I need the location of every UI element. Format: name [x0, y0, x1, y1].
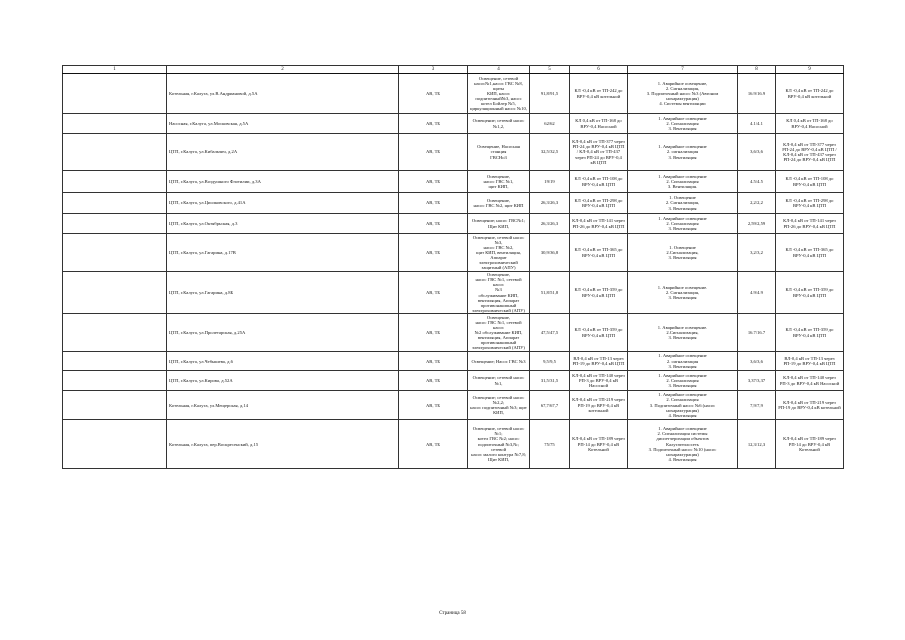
- cell-line: нохарактурация): [666, 96, 699, 102]
- table-row: [63, 214, 844, 234]
- alt-source-cell: КЛ-0,4 кВ от ТП-141 через РП-26 до ВРУ-0,4 кВ ЦТП: [776, 214, 844, 234]
- cell-line: Освещение; Насос ГВС №3: [471, 358, 526, 364]
- source-cell: КЛ-0,4 кВ от ТП-141 через РП-26 до ВРУ-0,4 кВ ЦТП: [570, 214, 628, 234]
- cell-line: 3. Подпиточный насос №10 (насос: [648, 446, 717, 452]
- equipment-cell: [468, 352, 530, 371]
- kw-cell: 16.7/16.7: [738, 314, 776, 352]
- row-empty-cell: [63, 272, 167, 314]
- kw-cell: 3,6/3,6: [738, 134, 776, 171]
- address-cell: ЦТП, г.Калуга, ул.Октябрьская, д.3: [167, 214, 399, 234]
- row-empty-cell: [63, 234, 167, 272]
- kw-cell: 4.1/4.1: [738, 114, 776, 134]
- cell-line: насос ГВС №1, сетевой насос: [475, 319, 522, 330]
- cell-line: вентиляция, Аппарат: [477, 335, 520, 341]
- cell-line: 1. Аварийное освещение: [658, 353, 707, 359]
- table-row: [63, 391, 844, 420]
- equipment-cell: [468, 171, 530, 193]
- cell-line: 1. Аварийное освещение: [658, 372, 707, 378]
- cell-line: котел ГВС №2; насос: [477, 436, 520, 442]
- cell-line: Освещение, сетевой насос №3,: [472, 234, 525, 245]
- cell-line: насос ГВС №2,: [483, 244, 514, 250]
- equipment-cell: [468, 134, 530, 171]
- address-cell: Котельная, г.Калуга, ул.В.Андриановой, д.5А: [167, 74, 399, 114]
- alt-source-cell: КЛ-0,4 кВ от ТП-140 через РП-3 до ВРУ-0,4 кВ Насосной: [776, 371, 844, 391]
- equipment-cell: [468, 74, 530, 114]
- equipment-cell: [468, 391, 530, 420]
- address-cell: ЦТП, г.Калуга, ул.Воздушного Флотилии, д.3А: [167, 171, 399, 193]
- address-cell: Котельная, г.Калуга, пер.Воскресенский, д.15: [167, 420, 399, 469]
- source-cell: КЛ -0,4 кВ от ТП-298 до ВРУ-0,4 кВ ЦТП: [570, 193, 628, 214]
- cell-line: 3. Вентиляция: [668, 363, 697, 369]
- cell-line: 2. Сигнализация: [666, 397, 699, 403]
- table-row: [63, 171, 844, 193]
- cell-line: №2 обслуживание КИП,: [474, 330, 523, 336]
- row-empty-cell: [63, 371, 167, 391]
- category-cell: [628, 134, 738, 171]
- row-empty-cell: [63, 214, 167, 234]
- source-cell: КЛ-0,4 кВ от ТП-140 через РП-3 до ВРУ-0,4 кВ Насосной: [570, 371, 628, 391]
- kw-cell: 4.9/4.9: [738, 272, 776, 314]
- source-cell: КЛ-0,4 кВ от ТП-189 через РП-14 до ВРУ-0,4 кВ Котельной: [570, 420, 628, 469]
- equipment-cell: [468, 420, 530, 469]
- cell-line: Освещение, Насосная станция: [477, 144, 520, 155]
- cell-line: №3: [495, 287, 502, 293]
- alt-source-cell: КЛ -0,4 кВ от ТП-359 до ВРУ-0,4 кВ ЦТП: [776, 314, 844, 352]
- col-number: 1: [63, 66, 167, 74]
- cell-line: обслуживание КИП,: [478, 292, 519, 298]
- address-cell: ЦТП, г.Калуга, ул.Гагарина, д.8Б: [167, 272, 399, 314]
- value-cell: 47,5/47,5: [530, 314, 570, 352]
- category-cell: [628, 171, 738, 193]
- address-cell: ЦТП, г.Калуга, ул.Кирова, д.52А: [167, 371, 399, 391]
- type-cell: АВ, ТБ: [399, 114, 468, 134]
- source-cell: КЛ -0,4 кВ от ТП-365 до ВРУ-0,4 кВ ЦТП: [570, 234, 628, 272]
- alt-source-cell: КЛ -0,4 кВ от ТП-108 до ВРУ-0,4 кВ ЦТП: [776, 171, 844, 193]
- cell-line: насос малого контура №7,8;: [471, 451, 526, 457]
- cell-line: Освещение, сетевой насос №1;: [472, 426, 525, 437]
- cell-line: защитный (АПУ): [481, 265, 516, 271]
- cell-line: вентиляция, Аппарат: [477, 297, 520, 303]
- row-empty-cell: [63, 171, 167, 193]
- equipment-cell: [468, 114, 530, 134]
- equipment-cell: [468, 314, 530, 352]
- cell-line: 3. Подпиточный насос №3 (Автоном: [646, 90, 719, 96]
- cell-line: котел Бойлер №5,: [481, 101, 516, 107]
- category-cell: [628, 371, 738, 391]
- cell-line: подпиточный №3,№; сетевой: [478, 441, 519, 452]
- cell-line: КИП,: [493, 410, 504, 416]
- table-row: [63, 193, 844, 214]
- row-empty-cell: [63, 352, 167, 371]
- table-row: [63, 420, 844, 469]
- value-cell: 91,8/91,5: [530, 74, 570, 114]
- source-cell: КЛ -0,4 кВ от ТП-108 до ВРУ-0,4 кВ ЦТП: [570, 171, 628, 193]
- kw-cell: 4.5/4.5: [738, 171, 776, 193]
- cell-line: 1. Аварийное освещение.: [657, 324, 708, 330]
- alt-source-cell: КЛ-0,4 кВ от ТП-219 через РП-19 до ВРУ-0,4 кВ котельной: [776, 391, 844, 420]
- cell-line: 1. Освещение: [669, 195, 696, 201]
- cell-line: противонакипный: [480, 340, 517, 346]
- kw-cell: 12,3/12,3: [738, 420, 776, 469]
- table-row: [63, 114, 844, 134]
- cell-line: Освещение,: [486, 173, 511, 179]
- kw-cell: 3,2/3,2: [738, 234, 776, 272]
- cell-line: 2. Сигнализация: [666, 378, 699, 384]
- alt-source-cell: КЛ -0,4 кВ от ТП-365 до ВРУ-0,4 кВ ЦТП: [776, 234, 844, 272]
- source-cell: КЛ 0,4 кВ от ТП-168 до ВРУ-0,4 Насосной: [570, 114, 628, 134]
- cell-line: Щит КИП,: [487, 223, 510, 229]
- row-empty-cell: [63, 193, 167, 214]
- cell-line: насос подпиточный №3; щит: [470, 405, 527, 411]
- cell-line: 2. Сигнализация: [666, 220, 699, 226]
- cell-line: Освещение; сетевой насос №1,2,: [472, 118, 525, 129]
- source-cell: КЛ -0,4 кВ от ТП-359 до ВРУ-0,4 кВ ЦТП: [570, 272, 628, 314]
- address-cell: Котельная, г.Калуга, ул.Мещерская, д.14: [167, 391, 399, 420]
- type-cell: АВ, ТБ: [399, 352, 468, 371]
- address-cell: ЦТП, г.Калуга, ул.Чебышева, д.6: [167, 352, 399, 371]
- address-cell: ЦТП, г.Калуга, ул.Гагарина, д.17В: [167, 234, 399, 272]
- value-cell: 19/19: [530, 171, 570, 193]
- source-cell: КЛ -0,4 кВ от ТП-242 до ВРУ-0,4 кВ котельной: [570, 74, 628, 114]
- cell-line: 2.Сигнализация,: [666, 330, 699, 336]
- alt-source-cell: КЛ -0,4 кВ от ТП-298 до ВРУ-0,4 кВ ЦТП: [776, 193, 844, 214]
- row-empty-cell: [63, 114, 167, 134]
- cell-line: 1. Освещение: [669, 244, 696, 250]
- table-row: [63, 272, 844, 314]
- source-cell: КЛ-0,4 кВ от ТП-377 через РП-24 до ВРУ-0,4 кВ ЦТП / КЛ-0,4 кВ от ТП-437 через РП-24 до ВРУ-0,4 кВ ЦТП: [570, 134, 628, 171]
- address-cell: ЦТП, г.Калуга, ул.Пролетарская, д.25А: [167, 314, 399, 352]
- value-cell: 26,3/26,3: [530, 193, 570, 214]
- kw-cell: 2,59/2,59: [738, 214, 776, 234]
- category-cell: [628, 272, 738, 314]
- value-cell: 75/75: [530, 420, 570, 469]
- col-number: 2: [167, 66, 399, 74]
- equipment-cell: [468, 234, 530, 272]
- row-empty-cell: [63, 134, 167, 171]
- type-cell: АВ, ТБ: [399, 193, 468, 214]
- cell-line: электрохимический: [479, 260, 518, 266]
- cell-line: насос ГВС №2, щит КИП: [473, 203, 524, 208]
- kw-cell: 2,2/2,2: [738, 193, 776, 214]
- cell-line: насос ГВС №1,: [483, 178, 514, 184]
- cell-line: 2.Сигнализация,: [666, 249, 699, 255]
- cell-line: 1. Аварийное освещение: [658, 426, 707, 432]
- cell-line: Освещение; насос ГВС№1;: [471, 218, 526, 224]
- alt-source-cell: КЛ-0,4 кВ от ТП-189 через РП-14 до ВРУ-0,4 кВ Котельной: [776, 420, 844, 469]
- category-cell: [628, 391, 738, 420]
- alt-source-cell: ВЛ-0,4 кВ от ТП-13 через РП-19 до ВРУ-0,4 кВ ЦТП: [776, 352, 844, 371]
- type-cell: АВ, ТБ: [399, 214, 468, 234]
- category-cell: [628, 352, 738, 371]
- type-cell: АВ, ТБ: [399, 171, 468, 193]
- source-cell: КЛ-0,4 кВ от ТП-219 через РП-19 до ВРУ-0,4 кВ котельной: [570, 391, 628, 420]
- kw-cell: 16.9/16.9: [738, 74, 776, 114]
- col-number: 3: [399, 66, 468, 74]
- col-number: 6: [570, 66, 628, 74]
- type-cell: АВ, ТБ: [399, 371, 468, 391]
- cell-line: ГВСНо3: [490, 154, 507, 160]
- cell-line: нохарактурация): [666, 407, 699, 413]
- category-cell: [628, 234, 738, 272]
- type-cell: АВ, ТБ: [399, 74, 468, 114]
- col-number: 7: [628, 66, 738, 74]
- cell-line: электрохимический (АПУ): [472, 307, 525, 313]
- cell-line: 3. Вентиляция: [668, 154, 697, 160]
- cell-line: Освещение, сетевой: [478, 75, 519, 81]
- cell-line: 1. Аварийное освещение: [658, 392, 707, 398]
- table-row: [63, 352, 844, 371]
- cell-line: насос ГВС №1, сетевой насос: [475, 277, 522, 288]
- equipment-cell: [468, 193, 530, 214]
- cell-line: 3. Вентиляция: [668, 126, 697, 132]
- cell-line: щит КИП, вентиляция, Аппарат: [476, 249, 521, 261]
- cell-line: Освещение,: [486, 272, 511, 277]
- type-cell: АВ, ТБ: [399, 272, 468, 314]
- kw-cell: 3,6/3,6: [738, 352, 776, 371]
- alt-source-cell: КЛ -0,4 кВ от ТП-359 до ВРУ-0,4 кВ ЦТП: [776, 272, 844, 314]
- category-cell: [628, 214, 738, 234]
- cell-line: 3. Вентиляция: [668, 335, 697, 341]
- alt-source-cell: КЛ -0,4 кВ от ТП-242 до ВРУ-0,4 кВ котельной: [776, 74, 844, 114]
- type-cell: АВ, ТБ: [399, 314, 468, 352]
- cell-line: 1. Аварийное освещение,: [657, 80, 708, 86]
- address-cell: Насосная, г.Калуга, ул.Московская, д.5А: [167, 114, 399, 134]
- cell-line: 1. Аварийное освещение: [658, 215, 707, 221]
- value-cell: 30,9/36,8: [530, 234, 570, 272]
- value-cell: 32,5/32,5: [530, 134, 570, 171]
- value-cell: 9,5/9,5: [530, 352, 570, 371]
- cell-line: КИП, насос подпиточный№3, насос: [475, 90, 522, 102]
- cell-line: 3. Вентиляция: [668, 205, 697, 211]
- type-cell: АВ, ТБ: [399, 234, 468, 272]
- cell-line: 2. Сигнализация: [666, 178, 699, 184]
- value-cell: 51,8/51,8: [530, 272, 570, 314]
- cell-line: нохарактурация): [666, 451, 699, 457]
- row-empty-cell: [63, 420, 167, 469]
- col-number: 5: [530, 66, 570, 74]
- value-cell: 26,3/26,3: [530, 214, 570, 234]
- cell-line: 2. Сигнализация системы: [657, 431, 708, 437]
- table-row: [63, 74, 844, 114]
- row-empty-cell: [63, 391, 167, 420]
- value-cell: 67,7/67,7: [530, 391, 570, 420]
- cell-line: 2. Сигнализация,: [665, 200, 700, 206]
- cell-line: 3. Вентиляция: [668, 295, 697, 301]
- type-cell: АВ, ТБ: [399, 134, 468, 171]
- cell-line: 1. Аварийное освещение: [658, 115, 707, 121]
- cell-line: 2. сигнализация: [666, 149, 699, 155]
- col-number: 9: [776, 66, 844, 74]
- equipment-cell: [468, 272, 530, 314]
- page-number: Страница 58: [439, 611, 466, 616]
- table-row: [63, 234, 844, 272]
- category-cell: [628, 114, 738, 134]
- column-number-row: [63, 66, 844, 74]
- cell-line: 3. Подпиточный насос №6 (насос: [649, 402, 716, 408]
- cell-line: 2. Сигнализация: [666, 120, 699, 126]
- cell-line: 1. Аварийное освещение.: [657, 284, 708, 290]
- type-cell: АВ, ТБ: [399, 420, 468, 469]
- cell-line: 3. Вентиляция: [668, 226, 697, 232]
- value-cell: 62/62: [530, 114, 570, 134]
- cell-line: насос№1,насос ГВС №8, щиты: [474, 80, 523, 91]
- equipment-cell: [468, 371, 530, 391]
- cell-line: 1. Аварийное освещение: [658, 144, 707, 150]
- cell-line: Освещение,: [486, 314, 511, 320]
- address-cell: ЦТП, г.Калуга, ул.Циолковского, д.41А: [167, 193, 399, 214]
- alt-source-cell: КЛ 0,4 кВ от ТП-168 до ВРУ-0,4 Насосной: [776, 114, 844, 134]
- cell-line: Освещение; сетевой насос №2,2;: [472, 394, 525, 405]
- address-cell: ЦТП, г.Калуга, ул.Кибальчич, д.2А: [167, 134, 399, 171]
- cell-line: 4. Вентиляция: [668, 456, 697, 462]
- col-number: 4: [468, 66, 530, 74]
- category-cell: [628, 193, 738, 214]
- table-row: [63, 371, 844, 391]
- cell-line: 2. сигнализация: [666, 358, 699, 364]
- type-cell: АВ, ТБ: [399, 391, 468, 420]
- data-table: [62, 65, 844, 469]
- cell-line: Щит КИП,: [487, 456, 510, 462]
- table-row: [63, 134, 844, 171]
- cell-line: Освещение,: [486, 197, 511, 203]
- cell-line: щит КИП,: [488, 184, 509, 190]
- category-cell: [628, 420, 738, 469]
- table-row: [63, 314, 844, 352]
- kw-cell: 3,37/3,37: [738, 371, 776, 391]
- cell-line: электрохимический (АПУ): [472, 345, 525, 351]
- row-empty-cell: [63, 74, 167, 114]
- cell-line: 3. Вентиляция.: [667, 184, 698, 190]
- cell-line: Калугатеплосеть: [666, 441, 699, 447]
- cell-line: 3. Вентиляция: [668, 383, 697, 389]
- equipment-cell: [468, 214, 530, 234]
- source-cell: ВЛ-0,4 кВ от ТП-13 через РП-19 до ВРУ-0,4 кВ ЦТП: [570, 352, 628, 371]
- row-empty-cell: [63, 314, 167, 352]
- alt-source-cell: КЛ-0,4 кВ от ТП-377 через РП-24 до ВРУ-0,4 кВ ЦТП / КЛ-0,4 кВ от ТП-437 через РП-24 до ВРУ-0,4 кВ ЦТП: [776, 134, 844, 171]
- cell-line: диспетчеризации объектов: [656, 436, 709, 442]
- cell-line: 1. Аварийное освещение: [658, 173, 707, 179]
- kw-cell: 7,9/7,9: [738, 391, 776, 420]
- cell-line: циркуляционный насос №10,: [470, 106, 527, 112]
- value-cell: 31,5/31,5: [530, 371, 570, 391]
- cell-line: 4. Системы вентиляции: [659, 101, 706, 107]
- cell-line: 2. Сигнализация,: [665, 289, 700, 295]
- source-cell: КЛ -0,4 кВ от ТП-359 до ВРУ-0,4 кВ ЦТП: [570, 314, 628, 352]
- col-number: 8: [738, 66, 776, 74]
- category-cell: [628, 314, 738, 352]
- cell-line: противонакипный: [480, 302, 517, 308]
- cell-line: 3. Вентиляция: [668, 255, 697, 261]
- cell-line: Освещение; сетевой насос №1,: [472, 375, 525, 386]
- category-cell: [628, 74, 738, 114]
- cell-line: 4. Вентиляция: [668, 412, 697, 418]
- cell-line: 2. Сигнализация,: [665, 85, 700, 91]
